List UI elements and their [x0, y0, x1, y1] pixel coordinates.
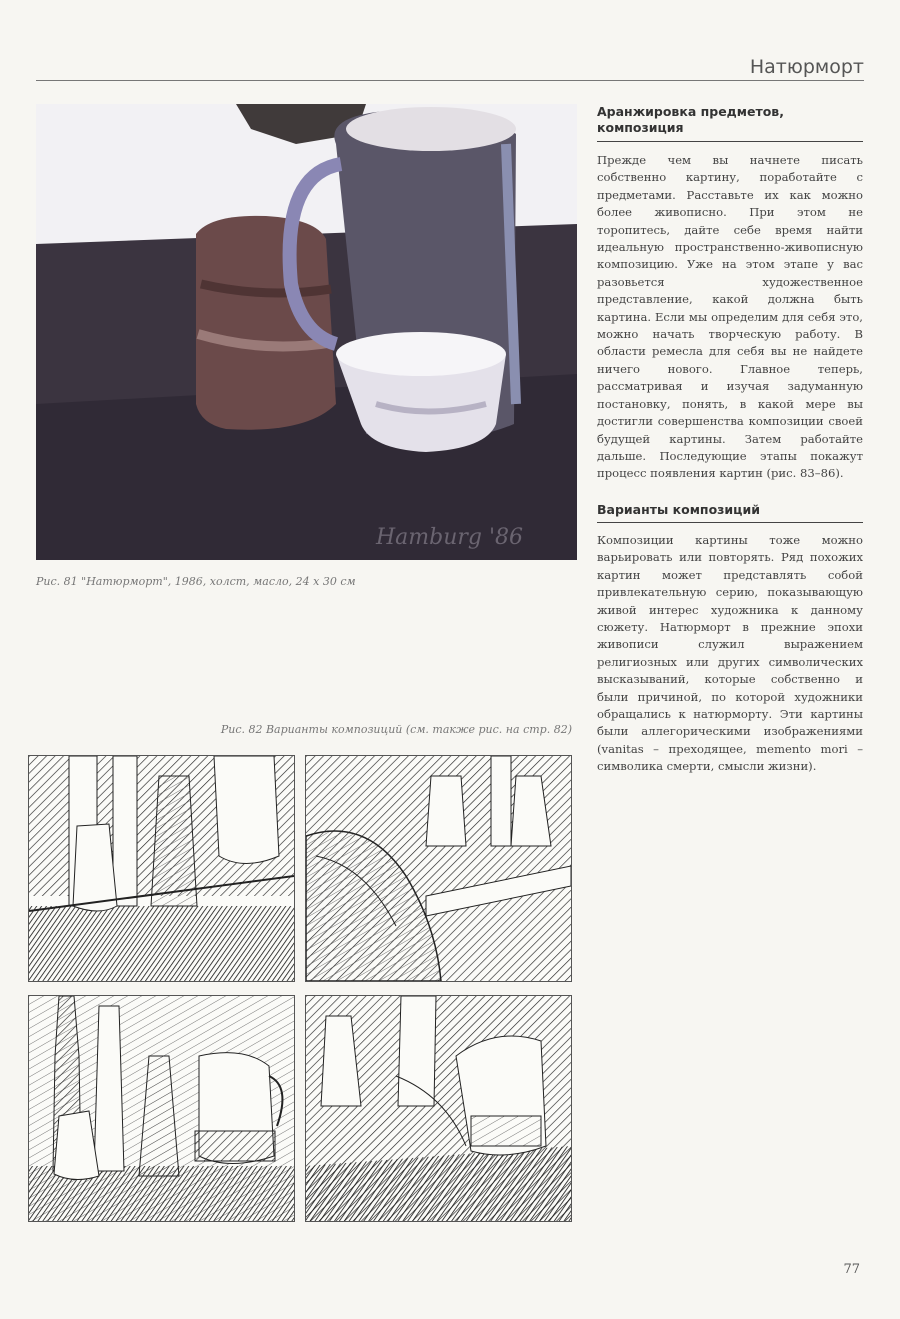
page-number: 77: [843, 1262, 860, 1277]
composition-sketch-1: [28, 755, 295, 982]
painting-signature: Hamburg '86: [376, 525, 524, 550]
composition-sketch-4: [305, 995, 572, 1222]
composition-sketch-3: [28, 995, 295, 1222]
section-heading-arrangement: Аранжировка предметов, композиция: [597, 104, 863, 142]
header-rule: [36, 80, 864, 81]
section-text-arrangement: Прежде чем вы начнете писать собственно картину, поработайте с предметами. Расставьте их как можно более живописно. При этом не торопитесь, дайте себе время найти идеальную пространственно-живописную композицию. Уже на этом этапе у вас разовьется художественное представление, какой должна быть картина. Если мы определим для себя это, можно начать творческую работу. В области ремесла для себя вы не найдете ничего нового. Главное теперь, рассматривая и изучая задуманную постановку, понять, в какой мере вы достигли совершенства композиции своей будущей картины. Затем работайте дальше. Последующие этапы покажут процесс появления картин (рис. 83–86).: [597, 153, 863, 481]
section-text-variants: Композиции картины тоже можно варьировать или повторять. Ряд похожих картин может представлять собой привлекательную серию, показывающую живой интерес художника к данному сюжету. Натюрморт в прежние эпохи живописи служил выражением религиозных или других символических высказываний, которые собственно и были причиной, по которой художники обращались к натюрморту. Эти картины были аллегорическими изображениями (vanitas – преходящее, memento mori – символика смерти, смысли жизни).: [597, 533, 863, 774]
figure-81-caption: Рис. 81 "Натюрморт", 1986, холст, масло, 24 х 30 см: [36, 575, 356, 588]
running-head: Натюрморт: [749, 56, 864, 78]
composition-sketch-2: [305, 755, 572, 982]
figure-82-caption: Рис. 82 Варианты композиций (см. также рис. на стр. 82): [220, 723, 572, 736]
still-life-painting: [36, 104, 577, 560]
section-heading-variants: Варианты композиций: [597, 502, 863, 523]
